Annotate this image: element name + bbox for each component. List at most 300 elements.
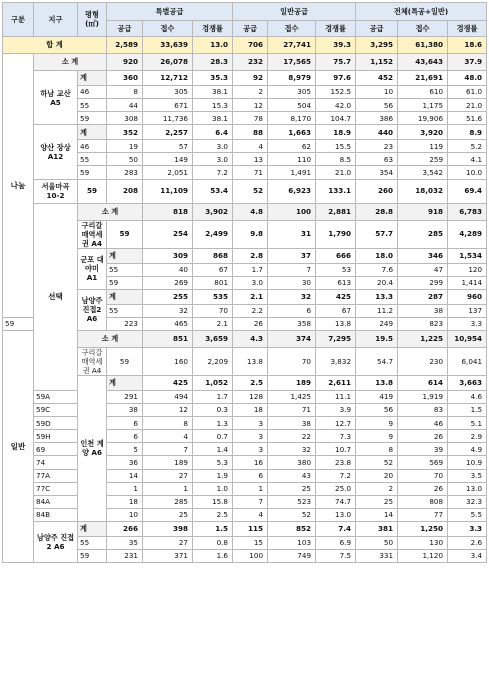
cell-special-ratio: 2.5 bbox=[233, 375, 268, 390]
cell-total-ratio: 3.3 bbox=[448, 521, 487, 536]
cell-special-applications: 7 bbox=[143, 443, 193, 456]
district-name: 남양주 진접2 A6 bbox=[34, 521, 78, 562]
cell-general-applications: 62 bbox=[268, 140, 316, 153]
cell-general-supply: 4 bbox=[233, 140, 268, 153]
cell-total-applications: 46 bbox=[398, 417, 448, 430]
cell-total-ratio: 5.1 bbox=[448, 417, 487, 430]
cell-general-applications: 2,611 bbox=[316, 375, 356, 390]
cell-special-supply: 6 bbox=[107, 417, 143, 430]
area-type: 84B bbox=[34, 508, 78, 521]
header-supply: 공급 bbox=[233, 21, 268, 37]
cell-general-ratio: 7.3 bbox=[316, 430, 356, 443]
cell-special-supply: 223 bbox=[107, 317, 143, 330]
cell-general-supply: 4 bbox=[233, 508, 268, 521]
cell-general-supply: 706 bbox=[233, 37, 268, 54]
cell-general-supply: 31 bbox=[268, 220, 316, 248]
cell-total-applications: 19,906 bbox=[398, 112, 448, 125]
header-district: 지구 bbox=[34, 3, 78, 37]
cell-total-supply: 38 bbox=[398, 304, 448, 317]
cell-total-applications: 18,032 bbox=[398, 179, 448, 203]
cell-special-ratio: 13.0 bbox=[193, 37, 233, 54]
cell-total-supply: 2 bbox=[356, 482, 398, 495]
cell-special-supply: 36 bbox=[107, 456, 143, 469]
area-type: 59 bbox=[3, 317, 34, 330]
cell-special-supply: 360 bbox=[107, 71, 143, 86]
cell-total-supply: 285 bbox=[398, 220, 448, 248]
cell-total-applications: 1,414 bbox=[448, 276, 487, 289]
header-ratio: 경쟁률 bbox=[193, 21, 233, 37]
cell-total-applications: 43,643 bbox=[398, 54, 448, 71]
cell-special-applications: 285 bbox=[143, 495, 193, 508]
cell-general-supply: 189 bbox=[268, 375, 316, 390]
cell-special-supply: 1 bbox=[107, 482, 143, 495]
cell-total-applications: 1,120 bbox=[398, 549, 448, 562]
cell-general-ratio: 15.5 bbox=[316, 140, 356, 153]
district-name: 하남 교산 A5 bbox=[34, 71, 78, 125]
cell-general-ratio: 25.0 bbox=[316, 482, 356, 495]
cell-general-supply: 7 bbox=[268, 263, 316, 276]
cell-general-supply: 100 bbox=[268, 203, 316, 220]
cell-total-supply: 260 bbox=[356, 179, 398, 203]
type-row bbox=[3, 443, 487, 456]
type-row bbox=[3, 495, 487, 508]
cell-special-supply: 35 bbox=[107, 536, 143, 549]
cell-special-applications: 12 bbox=[143, 404, 193, 417]
cell-special-applications: 4 bbox=[143, 430, 193, 443]
cell-total-applications: 1,534 bbox=[448, 248, 487, 263]
cell-general-ratio: 6.9 bbox=[316, 536, 356, 549]
cell-total-applications: 83 bbox=[398, 404, 448, 417]
area-type: 46 bbox=[78, 140, 107, 153]
cell-general-applications: 43 bbox=[268, 469, 316, 482]
cell-general-applications: 2,881 bbox=[316, 203, 356, 220]
cell-total-applications: 39 bbox=[398, 443, 448, 456]
area-type: 69 bbox=[34, 443, 78, 456]
cell-general-supply: 15 bbox=[233, 536, 268, 549]
cell-general-ratio: 7.4 bbox=[316, 521, 356, 536]
cell-general-applications: 1,663 bbox=[268, 125, 316, 140]
cell-special-supply: 208 bbox=[107, 179, 143, 203]
cell-total-ratio: 32.3 bbox=[448, 495, 487, 508]
cell-general-applications: 7,295 bbox=[316, 330, 356, 347]
cell-total-ratio: 5.5 bbox=[448, 508, 487, 521]
cell-total-applications: 26 bbox=[398, 430, 448, 443]
header-area: 평형 (㎡) bbox=[78, 3, 107, 37]
cell-special-supply: 255 bbox=[143, 289, 193, 304]
cell-total-supply: 3,295 bbox=[356, 37, 398, 54]
cell-special-applications: 3,659 bbox=[193, 330, 233, 347]
area-type: 59 bbox=[107, 276, 143, 289]
cell-special-supply: 851 bbox=[143, 330, 193, 347]
region-label: 선택 bbox=[34, 203, 78, 390]
summary-label: 계 bbox=[78, 125, 107, 140]
subtotal-label: 소 계 bbox=[34, 54, 107, 71]
cell-special-ratio: 15.3 bbox=[193, 99, 233, 112]
cell-general-applications: 27,741 bbox=[268, 37, 316, 54]
cell-total-ratio: 37.9 bbox=[448, 54, 487, 71]
cell-general-ratio: 7.5 bbox=[316, 549, 356, 562]
cell-general-applications: 22 bbox=[268, 430, 316, 443]
cell-special-ratio: 1.4 bbox=[193, 443, 233, 456]
cell-general-ratio: 74.7 bbox=[316, 495, 356, 508]
cell-general-ratio: 133.1 bbox=[316, 179, 356, 203]
cell-general-supply: 37 bbox=[268, 248, 316, 263]
cell-total-supply: 20 bbox=[356, 469, 398, 482]
cell-special-applications: 494 bbox=[143, 390, 193, 403]
district-name: 양산 장상 A12 bbox=[34, 125, 78, 179]
cell-total-ratio: 61.0 bbox=[448, 86, 487, 99]
cell-special-applications: 33,639 bbox=[143, 37, 193, 54]
cell-special-ratio: 1.6 bbox=[193, 549, 233, 562]
type-row bbox=[3, 508, 487, 521]
subtotal-row bbox=[3, 54, 487, 71]
cell-general-applications: 305 bbox=[268, 86, 316, 99]
cell-total-applications: 823 bbox=[398, 317, 448, 330]
cell-total-applications: 3,663 bbox=[448, 375, 487, 390]
cell-total-applications: 3,920 bbox=[398, 125, 448, 140]
subtotal-label: 소 계 bbox=[78, 330, 143, 347]
cell-general-supply: 12 bbox=[233, 99, 268, 112]
cell-special-ratio: 13.8 bbox=[233, 347, 268, 375]
area-type: 59C bbox=[34, 404, 78, 417]
cell-total-ratio: 18.6 bbox=[448, 37, 487, 54]
cell-special-ratio: 9.8 bbox=[233, 220, 268, 248]
cell-special-ratio: 38.1 bbox=[193, 86, 233, 99]
cell-special-applications: 305 bbox=[143, 86, 193, 99]
header-special-supply: 특별공급 bbox=[107, 3, 233, 21]
cell-total-applications: 77 bbox=[398, 508, 448, 521]
cell-total-ratio: 2.9 bbox=[448, 430, 487, 443]
cell-total-supply: 452 bbox=[356, 71, 398, 86]
cell-general-supply: 26 bbox=[233, 317, 268, 330]
cell-special-supply: 40 bbox=[143, 263, 193, 276]
cell-special-applications: 26,078 bbox=[143, 54, 193, 71]
cell-general-applications: 17,565 bbox=[268, 54, 316, 71]
cell-general-ratio: 57.7 bbox=[356, 220, 398, 248]
cell-special-ratio: 3.0 bbox=[193, 140, 233, 153]
cell-total-supply: 287 bbox=[398, 289, 448, 304]
cell-total-applications: 808 bbox=[398, 495, 448, 508]
cell-special-ratio: 3.0 bbox=[193, 153, 233, 166]
cell-special-supply: 44 bbox=[107, 99, 143, 112]
cell-general-applications: 110 bbox=[268, 153, 316, 166]
cell-special-ratio: 2.5 bbox=[193, 508, 233, 521]
cell-total-applications: 3,542 bbox=[398, 166, 448, 179]
cell-special-supply: 50 bbox=[107, 153, 143, 166]
district-summary-row bbox=[3, 521, 487, 536]
cell-general-supply: 71 bbox=[233, 166, 268, 179]
cell-general-ratio: 13.0 bbox=[316, 508, 356, 521]
cell-general-ratio: 104.7 bbox=[316, 112, 356, 125]
cell-total-applications: 26 bbox=[398, 482, 448, 495]
cell-special-applications: 801 bbox=[193, 276, 233, 289]
cell-total-supply: 346 bbox=[398, 248, 448, 263]
table-body bbox=[3, 3, 487, 563]
cell-total-ratio: 2.6 bbox=[448, 536, 487, 549]
cell-special-applications: 868 bbox=[193, 248, 233, 263]
cell-special-supply: 231 bbox=[107, 549, 143, 562]
area-type: 59 bbox=[78, 112, 107, 125]
cell-special-ratio: 7.2 bbox=[193, 166, 233, 179]
summary-label: 계 bbox=[107, 375, 143, 390]
summary-label: 계 bbox=[78, 71, 107, 86]
cell-total-supply: 10 bbox=[356, 86, 398, 99]
cell-general-applications: 103 bbox=[268, 536, 316, 549]
cell-special-applications: 671 bbox=[143, 99, 193, 112]
header-applications: 접수 bbox=[268, 21, 316, 37]
area-type: 59H bbox=[34, 430, 78, 443]
cell-special-applications: 8 bbox=[143, 417, 193, 430]
cell-general-ratio: 11.1 bbox=[316, 390, 356, 403]
cell-special-supply: 38 bbox=[107, 404, 143, 417]
cell-special-ratio: 1.5 bbox=[193, 521, 233, 536]
cell-total-applications: 70 bbox=[398, 469, 448, 482]
cell-total-supply: 918 bbox=[398, 203, 448, 220]
cell-special-ratio: 1.7 bbox=[233, 263, 268, 276]
cell-special-applications: 70 bbox=[193, 304, 233, 317]
cell-total-ratio: 8.9 bbox=[448, 125, 487, 140]
cell-special-supply: 32 bbox=[143, 304, 193, 317]
cell-total-supply: 614 bbox=[398, 375, 448, 390]
cell-general-supply: 92 bbox=[233, 71, 268, 86]
cell-general-supply: 3 bbox=[233, 417, 268, 430]
cell-special-applications: 67 bbox=[193, 263, 233, 276]
cell-total-supply: 440 bbox=[356, 125, 398, 140]
cell-general-applications: 666 bbox=[316, 248, 356, 263]
district-name: 군포 대야미 A1 bbox=[78, 248, 107, 289]
cell-total-supply: 1,152 bbox=[356, 54, 398, 71]
district-name: 인천 계양 A6 bbox=[78, 375, 107, 521]
cell-general-supply: 1 bbox=[233, 482, 268, 495]
cell-total-supply: 419 bbox=[356, 390, 398, 403]
cell-total-ratio: 69.4 bbox=[448, 179, 487, 203]
cell-general-ratio: 10.7 bbox=[316, 443, 356, 456]
cell-general-supply: 374 bbox=[268, 330, 316, 347]
district-name: 서울마곡 10-2 bbox=[34, 179, 78, 203]
cell-special-applications: 25 bbox=[143, 508, 193, 521]
cell-special-supply: 10 bbox=[107, 508, 143, 521]
area-type: 55 bbox=[107, 263, 143, 276]
cell-special-supply: 14 bbox=[107, 469, 143, 482]
type-row bbox=[3, 482, 487, 495]
cell-general-supply: 128 bbox=[233, 390, 268, 403]
cell-total-applications: 569 bbox=[398, 456, 448, 469]
cell-general-applications: 504 bbox=[268, 99, 316, 112]
cell-general-applications: 852 bbox=[268, 521, 316, 536]
cell-special-supply: 291 bbox=[107, 390, 143, 403]
area-type: 77A bbox=[34, 469, 78, 482]
region-label: 일반 bbox=[3, 330, 34, 562]
area-type: 46 bbox=[78, 86, 107, 99]
cell-total-ratio: 4.9 bbox=[448, 443, 487, 456]
cell-special-applications: 1,052 bbox=[193, 375, 233, 390]
cell-total-applications: 130 bbox=[398, 536, 448, 549]
district-name: 구리갈매역세권 A4 bbox=[78, 220, 107, 248]
cell-special-applications: 149 bbox=[143, 153, 193, 166]
type-row bbox=[3, 456, 487, 469]
cell-general-ratio: 42.0 bbox=[316, 99, 356, 112]
cell-total-supply: 8 bbox=[356, 443, 398, 456]
cell-total-applications: 120 bbox=[448, 263, 487, 276]
header-row-group bbox=[3, 3, 487, 21]
cell-total-supply: 52 bbox=[356, 456, 398, 469]
cell-special-applications: 3,902 bbox=[193, 203, 233, 220]
cell-special-applications: 27 bbox=[143, 469, 193, 482]
cell-general-supply: 3 bbox=[233, 443, 268, 456]
cell-total-ratio: 21.0 bbox=[448, 99, 487, 112]
cell-special-applications: 11,736 bbox=[143, 112, 193, 125]
type-row bbox=[3, 430, 487, 443]
cell-general-ratio: 39.3 bbox=[316, 37, 356, 54]
area-type: 74 bbox=[34, 456, 78, 469]
cell-general-ratio: 13.3 bbox=[356, 289, 398, 304]
cell-general-applications: 425 bbox=[316, 289, 356, 304]
subtotal-row bbox=[3, 203, 487, 220]
cell-general-applications: 749 bbox=[268, 549, 316, 562]
cell-special-ratio: 6.4 bbox=[193, 125, 233, 140]
cell-total-supply: 50 bbox=[356, 536, 398, 549]
summary-label: 계 bbox=[78, 521, 107, 536]
region-label: 나눔 bbox=[3, 54, 34, 318]
cell-general-ratio: 7.2 bbox=[316, 469, 356, 482]
cell-special-applications: 2,257 bbox=[143, 125, 193, 140]
cell-total-supply: 47 bbox=[398, 263, 448, 276]
cell-total-ratio: 13.0 bbox=[448, 482, 487, 495]
cell-total-applications: 61,380 bbox=[398, 37, 448, 54]
cell-general-supply: 30 bbox=[268, 276, 316, 289]
cell-general-supply: 232 bbox=[233, 54, 268, 71]
area-type: 59A bbox=[34, 390, 78, 403]
cell-special-supply: 283 bbox=[107, 166, 143, 179]
cell-general-applications: 38 bbox=[268, 417, 316, 430]
area-type: 55 bbox=[107, 304, 143, 317]
cell-total-supply: 56 bbox=[356, 404, 398, 417]
cell-special-supply: 18 bbox=[107, 495, 143, 508]
cell-general-supply: 18 bbox=[233, 404, 268, 417]
total-row bbox=[3, 37, 487, 54]
cell-special-ratio: 1.7 bbox=[193, 390, 233, 403]
cell-special-applications: 371 bbox=[143, 549, 193, 562]
cell-special-ratio: 5.3 bbox=[193, 456, 233, 469]
cell-general-applications: 8,979 bbox=[268, 71, 316, 86]
district-summary-row bbox=[3, 125, 487, 140]
cell-total-supply: 386 bbox=[356, 112, 398, 125]
cell-general-applications: 1,491 bbox=[268, 166, 316, 179]
cell-special-ratio: 1.3 bbox=[193, 417, 233, 430]
cell-general-applications: 8,170 bbox=[268, 112, 316, 125]
header-supply: 공급 bbox=[356, 21, 398, 37]
cell-general-applications: 3,832 bbox=[316, 347, 356, 375]
subtotal-label: 소 계 bbox=[78, 203, 143, 220]
cell-special-ratio: 0.7 bbox=[193, 430, 233, 443]
cell-total-supply: 9 bbox=[356, 417, 398, 430]
header-ratio: 경쟁률 bbox=[448, 21, 487, 37]
cell-special-ratio: 1.0 bbox=[193, 482, 233, 495]
cell-special-ratio: 53.4 bbox=[193, 179, 233, 203]
cell-general-applications: 1,425 bbox=[268, 390, 316, 403]
cell-special-applications: 11,109 bbox=[143, 179, 193, 203]
cell-general-ratio: 97.6 bbox=[316, 71, 356, 86]
type-row bbox=[3, 469, 487, 482]
cell-general-applications: 358 bbox=[268, 317, 316, 330]
cell-special-applications: 1 bbox=[143, 482, 193, 495]
cell-total-applications: 10,954 bbox=[448, 330, 487, 347]
cell-general-applications: 53 bbox=[316, 263, 356, 276]
cell-special-ratio: 4.3 bbox=[233, 330, 268, 347]
district-row bbox=[3, 179, 487, 203]
cell-total-supply: 299 bbox=[398, 276, 448, 289]
cell-total-supply: 249 bbox=[356, 317, 398, 330]
cell-special-supply: 160 bbox=[143, 347, 193, 375]
header-region: 구분 bbox=[3, 3, 34, 37]
header-general-supply: 일반공급 bbox=[233, 3, 356, 21]
cell-total-applications: 6,041 bbox=[448, 347, 487, 375]
cell-special-ratio: 28.3 bbox=[193, 54, 233, 71]
cell-general-ratio: 152.5 bbox=[316, 86, 356, 99]
housing-competition-table bbox=[2, 2, 487, 563]
area-type: 55 bbox=[78, 99, 107, 112]
cell-general-supply: 6 bbox=[233, 469, 268, 482]
cell-special-supply: 425 bbox=[143, 375, 193, 390]
cell-special-supply: 8 bbox=[107, 86, 143, 99]
type-row bbox=[3, 390, 487, 403]
cell-general-ratio: 18.9 bbox=[316, 125, 356, 140]
cell-total-ratio: 4.1 bbox=[448, 153, 487, 166]
area-type: 59D bbox=[34, 417, 78, 430]
cell-general-ratio: 75.7 bbox=[316, 54, 356, 71]
cell-general-supply: 88 bbox=[233, 125, 268, 140]
cell-general-supply: 115 bbox=[233, 521, 268, 536]
header-supply: 공급 bbox=[107, 21, 143, 37]
cell-total-supply: 56 bbox=[356, 99, 398, 112]
cell-general-ratio: 28.8 bbox=[356, 203, 398, 220]
cell-special-ratio: 3.0 bbox=[233, 276, 268, 289]
area-type: 59 bbox=[78, 166, 107, 179]
header-ratio: 경쟁률 bbox=[316, 21, 356, 37]
cell-general-ratio: 11.2 bbox=[356, 304, 398, 317]
area-type: 59 bbox=[78, 179, 107, 203]
cell-special-applications: 27 bbox=[143, 536, 193, 549]
cell-general-ratio: 20.4 bbox=[356, 276, 398, 289]
cell-special-applications: 57 bbox=[143, 140, 193, 153]
cell-total-ratio: 3.3 bbox=[448, 317, 487, 330]
cell-general-supply: 16 bbox=[233, 456, 268, 469]
cell-total-applications: 1,175 bbox=[398, 99, 448, 112]
area-type: 59 bbox=[107, 347, 143, 375]
cell-general-supply: 13 bbox=[233, 153, 268, 166]
cell-total-ratio: 10.9 bbox=[448, 456, 487, 469]
cell-general-applications: 523 bbox=[268, 495, 316, 508]
cell-general-supply: 100 bbox=[233, 549, 268, 562]
header-applications: 접수 bbox=[398, 21, 448, 37]
cell-special-ratio: 2.1 bbox=[193, 317, 233, 330]
cell-total-ratio: 4.6 bbox=[448, 390, 487, 403]
cell-general-ratio: 3.9 bbox=[316, 404, 356, 417]
cell-total-applications: 1,919 bbox=[398, 390, 448, 403]
cell-total-applications: 259 bbox=[398, 153, 448, 166]
area-type: 77C bbox=[34, 482, 78, 495]
cell-total-applications: 6,783 bbox=[448, 203, 487, 220]
cell-special-supply: 254 bbox=[143, 220, 193, 248]
cell-general-supply: 7 bbox=[233, 495, 268, 508]
cell-special-supply: 818 bbox=[143, 203, 193, 220]
area-type: 59 bbox=[107, 220, 143, 248]
cell-general-applications: 71 bbox=[268, 404, 316, 417]
cell-special-supply: 266 bbox=[107, 521, 143, 536]
cell-total-applications: 119 bbox=[398, 140, 448, 153]
cell-special-supply: 352 bbox=[107, 125, 143, 140]
cell-general-ratio: 13.8 bbox=[316, 317, 356, 330]
